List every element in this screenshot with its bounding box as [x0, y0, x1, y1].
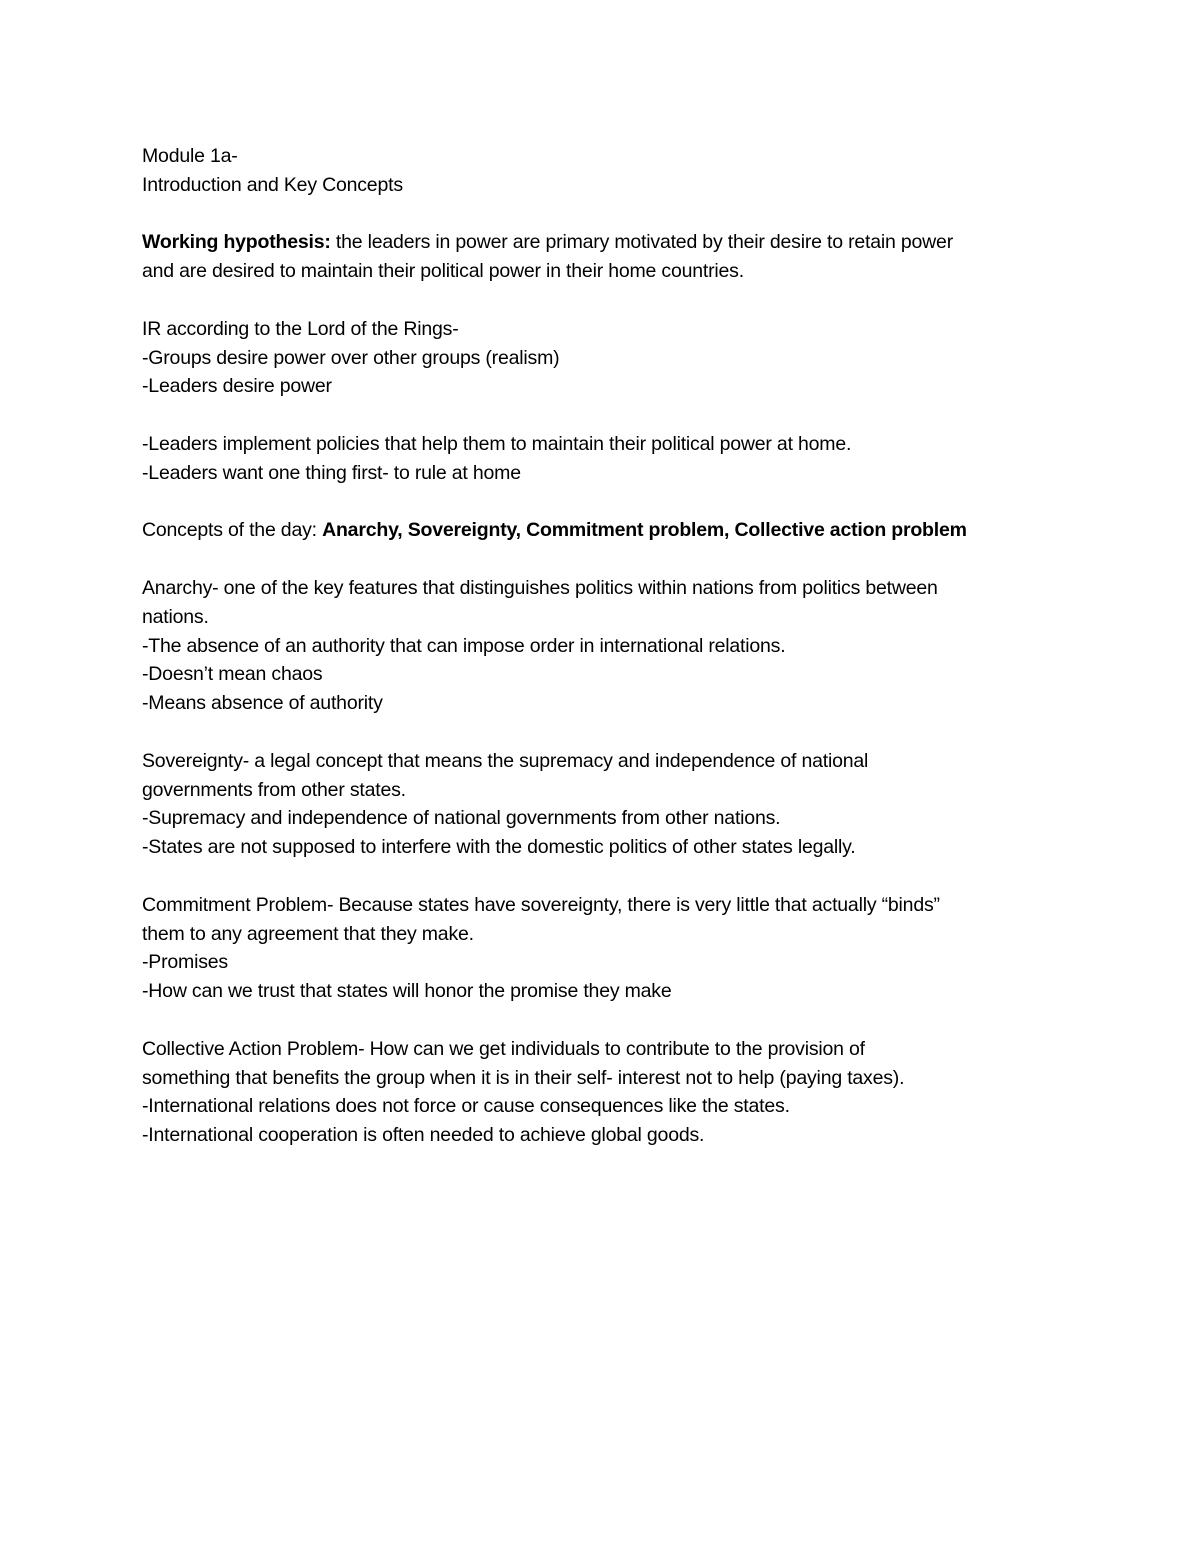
sovereignty-definition-1: Sovereignty- a legal concept that means the supremacy and independence of national: [142, 749, 869, 772]
sovereignty-definition-2: governments from other states.: [142, 778, 406, 801]
list-item: -Groups desire power over other groups (realism): [142, 346, 560, 369]
commitment-definition-2: them to any agreement that they make.: [142, 922, 474, 945]
spacer: [142, 718, 1082, 747]
spacer: [142, 1006, 1082, 1035]
spacer: [142, 286, 1082, 315]
anarchy-definition-1: Anarchy- one of the key features that distinguishes politics within nations from politics between: [142, 576, 938, 599]
list-item: -How can we trust that states will honor the promise they make: [142, 980, 672, 1003]
module-label: Module 1a-: [142, 145, 238, 167]
lotr-heading: IR according to the Lord of the Rings-: [142, 317, 459, 340]
list-item: -International cooperation is often needed to achieve global goods.: [142, 1124, 705, 1147]
concepts-label: Concepts of the day:: [142, 519, 323, 542]
list-item: -Leaders implement policies that help them to maintain their political power at home.: [142, 432, 852, 455]
concepts-list: Anarchy, Sovereignty, Commitment problem, Collective action problem: [322, 519, 967, 542]
list-item: -Leaders desire power: [142, 375, 332, 398]
list-item: -International relations does not force or cause consequences like the states.: [142, 1095, 790, 1118]
hypothesis-text-1: the leaders in power are primary motivated by their desire to retain power: [330, 231, 953, 254]
list-item: -The absence of an authority that can impose order in international relations.: [142, 634, 786, 657]
anarchy-definition-2: nations.: [142, 605, 209, 628]
spacer: [142, 488, 1082, 517]
spacer: [142, 862, 1082, 891]
spacer: [142, 200, 1082, 229]
spacer: [142, 401, 1082, 430]
hypothesis-line-1: [142, 228, 1082, 257]
document-body: [142, 142, 1082, 1150]
list-item: -States are not supposed to interfere with the domestic politics of other states legally.: [142, 836, 856, 859]
list-item: -Promises: [142, 951, 228, 974]
list-item: -Leaders want one thing first- to rule at home: [142, 461, 521, 484]
hypothesis-label: Working hypothesis:: [142, 231, 331, 254]
list-item: -Means absence of authority: [142, 692, 383, 715]
hypothesis-line-2: and are desired to maintain their political power in their home countries.: [142, 260, 744, 283]
page-title: Introduction and Key Concepts: [142, 173, 403, 196]
spacer: [142, 545, 1082, 574]
commitment-definition-1: Commitment Problem- Because states have sovereignty, there is very little that actually “binds”: [142, 893, 940, 916]
collective-definition-1: Collective Action Problem- How can we get individuals to contribute to the provision of: [142, 1037, 865, 1060]
concepts-line: [142, 516, 1082, 545]
collective-definition-2: something that benefits the group when it is in their self- interest not to help (paying taxes).: [142, 1066, 905, 1089]
list-item: -Doesn’t mean chaos: [142, 663, 323, 686]
list-item: -Supremacy and independence of national governments from other nations.: [142, 807, 781, 830]
